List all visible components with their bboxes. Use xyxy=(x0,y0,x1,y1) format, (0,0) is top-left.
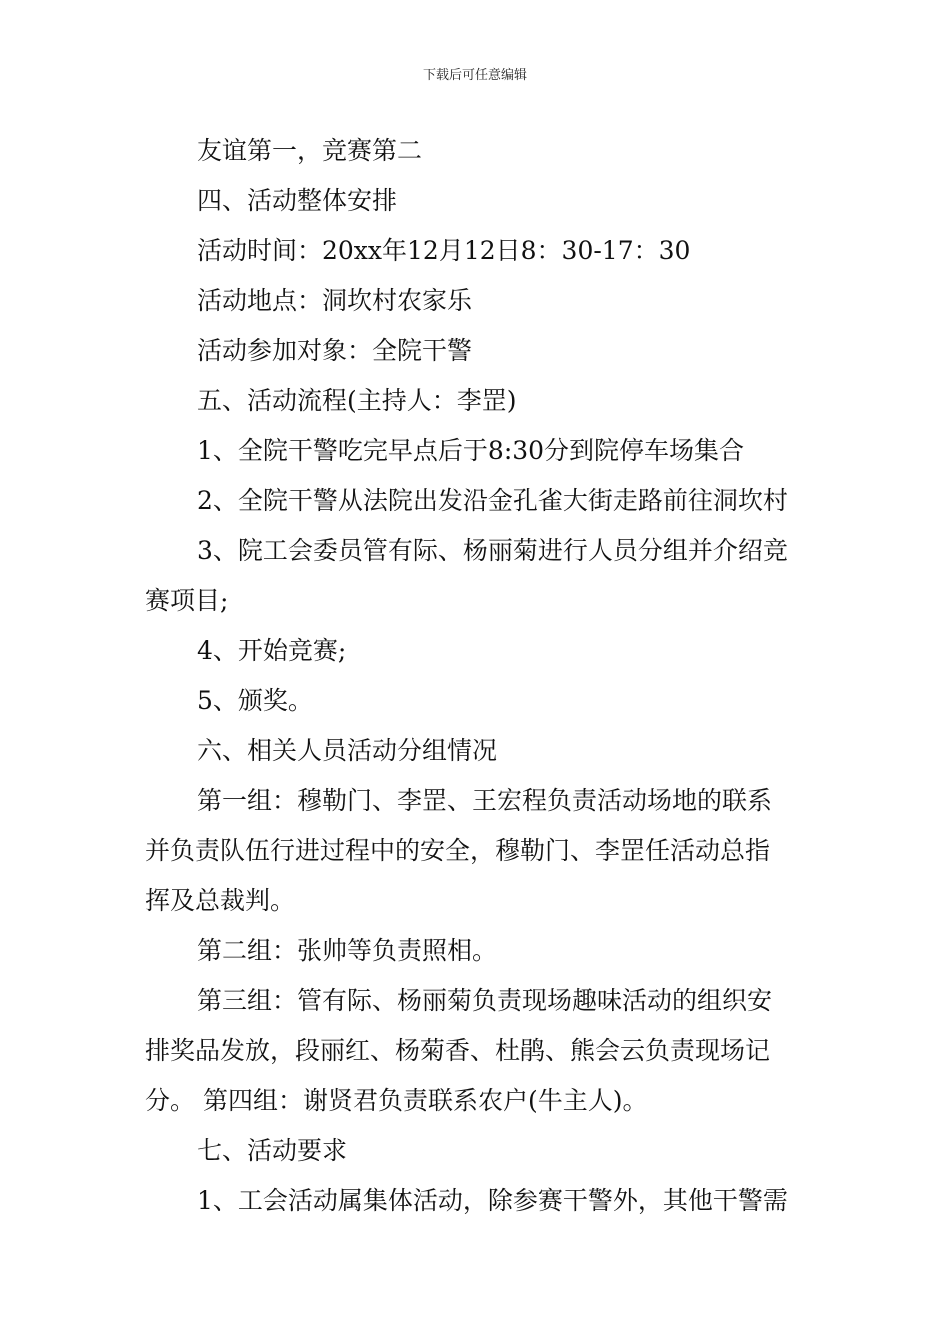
section-heading: 七、活动要求 xyxy=(197,1136,348,1165)
text-line: 友谊第一，竞赛第二 xyxy=(197,136,423,165)
text-line: 2、全院干警从法院出发沿金孔雀大街走路前往洞坎村 xyxy=(197,486,788,515)
text-line: 活动参加对象：全院干警 xyxy=(197,336,473,365)
text-line: 1、全院干警吃完早点后于8:30分到院停车场集合 xyxy=(197,436,745,465)
text-line: 挥及总裁判。 xyxy=(145,886,296,915)
text-line: 并负责队伍行进过程中的安全，穆勒门、李罡任活动总指 xyxy=(145,836,771,865)
text-line: 赛项目; xyxy=(145,586,229,615)
text-line: 活动地点：洞坎村农家乐 xyxy=(197,286,473,315)
text-line: 1、工会活动属集体活动，除参赛干警外，其他干警需 xyxy=(197,1186,788,1215)
section-heading: 六、相关人员活动分组情况 xyxy=(197,736,498,765)
text-line: 4、开始竞赛; xyxy=(197,636,347,665)
text-line: 第二组：张帅等负责照相。 xyxy=(197,936,498,965)
section-heading: 五、活动流程(主持人：李罡) xyxy=(197,386,517,415)
text-line: 第一组：穆勒门、李罡、王宏程负责活动场地的联系 xyxy=(197,786,773,815)
text-line: 5、颁奖。 xyxy=(197,686,313,715)
text-line: 分。 第四组：谢贤君负责联系农户(牛主人)。 xyxy=(145,1086,648,1115)
page-header: 下载后可任意编辑 xyxy=(422,68,527,83)
section-heading: 四、活动整体安排 xyxy=(197,186,398,215)
text-line: 第三组：管有际、杨丽菊负责现场趣味活动的组织安 xyxy=(197,986,773,1015)
text-line: 3、院工会委员管有际、杨丽菊进行人员分组并介绍竞 xyxy=(197,536,788,565)
document-body xyxy=(145,126,810,1226)
text-line: 排奖品发放，段丽红、杨菊香、杜鹃、熊会云负责现场记 xyxy=(145,1036,771,1065)
text-line: 活动时间：20xx年12月12日8：30-17：30 xyxy=(197,236,691,265)
